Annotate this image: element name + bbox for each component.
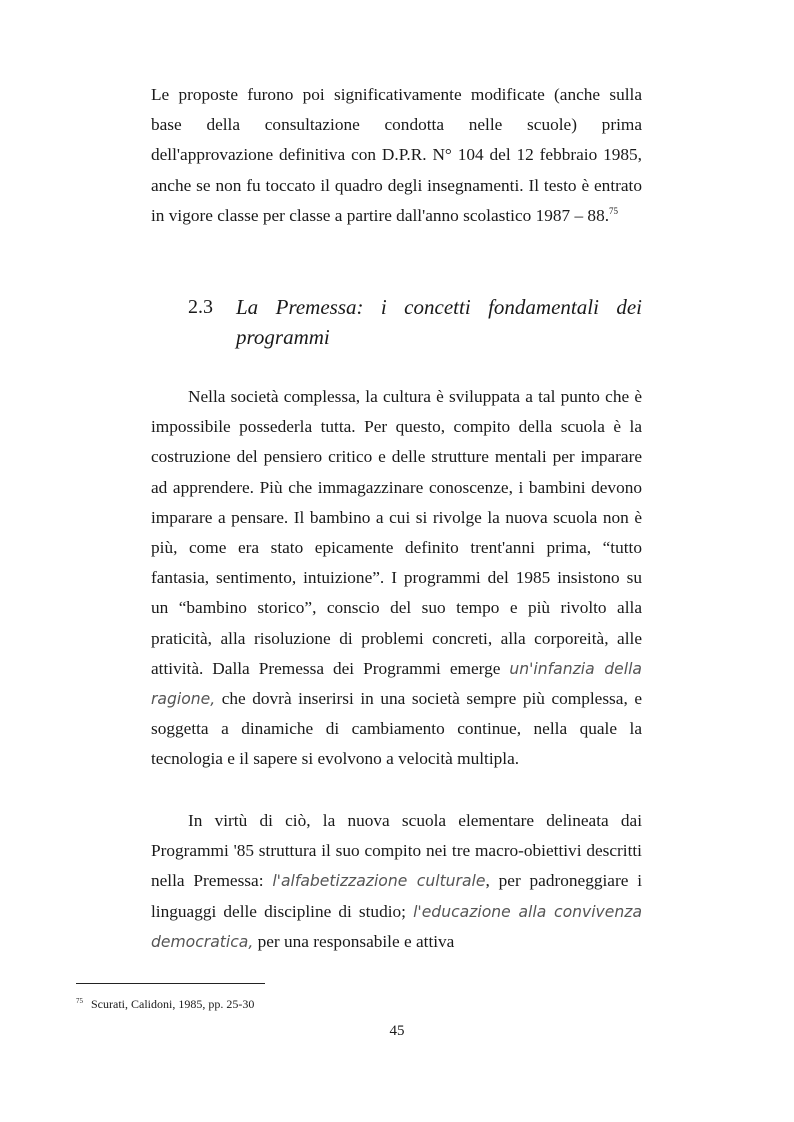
paragraph-approval [151,80,642,231]
emphasis-convivenza: l'educazione alla convivenza democratica, [151,902,642,951]
footnote-text: Scurati, Calidoni, 1985, pp. 25-30 [91,997,255,1011]
footnote-reference[interactable]: 75 [609,205,619,216]
emphasis-alfabetizzazione: l'alfabetizzazione culturale [272,872,486,891]
section-number: 2.3 [188,296,213,318]
footnote-divider [76,983,265,984]
paragraph-approval-text: Le proposte furono poi significativamente modificate (anche sulla base della consultazione condotta nelle scuole) prima dell'approvazione definitiva con D.P.R. N° 104 del 12 febbraio 1985, anche se non fu toccato il quadro degli insegnamenti. Il testo è entrato in vigore classe per classe a partire dall'anno scolastico 1987 – 88. [151,85,642,225]
paragraph-society-text-b: che dovrà inserirsi in una società sempre più complessa, e soggetta a dinamiche di cambiamento continue, nella quale la tecnologia e il sapere si evolvono a velocità multipla. [151,689,642,769]
footnote-number: 75 [76,997,83,1005]
paragraph-objectives-text-c: per una responsabile e attiva [253,931,455,951]
section-title: La Premessa: i concetti fondamentali dei programmi [236,295,642,349]
footnote [76,993,576,1012]
paragraph-society-text-a: Nella società complessa, la cultura è sviluppata a tal punto che è impossibile possederla tutta. Per questo, compito della scuola è la costruzione del pensiero critico e delle strutture mentali per imparare ad apprendere. Più che immagazzinare conoscenze, i bambini devono imparare a pensare. Il bambino a cui si rivolge la nuova scuola non è più, come era stato epicamente definito trent'anni prima, “tutto fantasia, sentimento, intuizione”. I programmi del 1985 insistono su un “bambino storico”, conscio del suo tempo e più rivolto alla praticità, alla risoluzione di problemi concreti, alla corporeità, alle attività. Dalla Premessa dei Programmi emerge [151,387,642,678]
emphasis-infanzia: un'infanzia della ragione, [151,659,642,709]
page-number: 45 [389,1023,405,1039]
paragraph-objectives-text-b: , per padroneggiare i linguaggi delle discipline di studio; [151,871,643,921]
paragraph-objectives-text-a: In virtù di ciò, la nuova scuola elementare delineata dai Programmi '85 struttura il suo compito nei tre macro-obiettivi descritti nella Premessa: [151,811,642,891]
paragraph-society [151,382,642,775]
paragraph-objectives [151,806,642,957]
